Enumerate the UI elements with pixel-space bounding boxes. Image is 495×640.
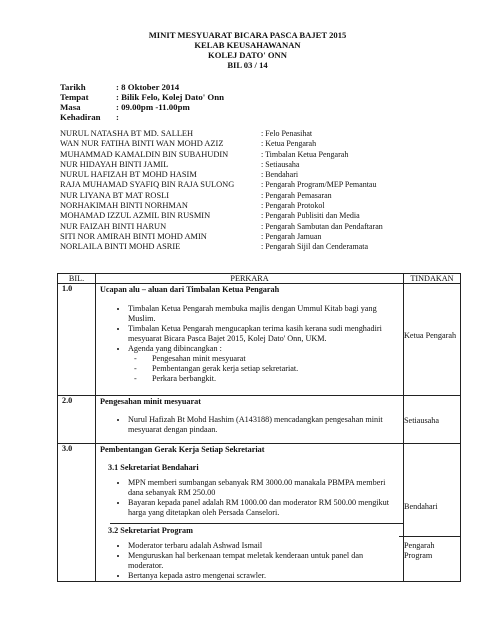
attendee-row [60, 201, 460, 211]
action-text: Setiausaha [404, 416, 440, 425]
action-text: Pengarah Program [404, 541, 435, 560]
dash-item: - Pengesahan minit mesyuarat [152, 354, 399, 364]
attendee-role: : Pengarah Protokol [261, 201, 325, 211]
bullet-list [96, 541, 403, 581]
bullet-item: • Menguruskan hal berkenaan tempat meletak kenderaan untuk panel dan moderator. [128, 551, 399, 571]
attendee-row [60, 139, 460, 149]
attendee-role: : Pengarah Publisiti dan Media [261, 211, 360, 221]
bullet-item: • Bertanya kepada astro mengenai scrawler. [128, 571, 399, 581]
attendee-name: NUR FAIZAH BINTI HARUN [60, 221, 167, 231]
bullet-item: • MPN memberi sumbangan sebanyak RM 3000.00 manakala PBMPA memberi dana sebanyak RM 250.00 [128, 478, 399, 498]
subsection-title: 3.2 Sekretariat Program [108, 526, 193, 535]
attendee-role: : Pengarah Sijil dan Cenderamata [261, 242, 369, 252]
meta-value: : [116, 112, 119, 122]
attendee-name: RAJA MUHAMAD SYAFIQ BIN RAJA SULONG [60, 180, 235, 190]
bullet-item [128, 344, 399, 384]
meta-time [60, 102, 190, 113]
header-tindakan: TINDAKAN [404, 274, 461, 284]
meta-label: Kehadiran [60, 112, 101, 122]
attendee-name: NURUL NATASHA BT MD. SALLEH [60, 129, 194, 138]
dash-item: - Pembentangan gerak kerja setiap sekretariat. [152, 364, 399, 374]
attendee-role: : Bendahari [261, 170, 299, 180]
row-number: 2.0 [58, 396, 96, 444]
table-row [58, 396, 461, 444]
bullet-list [96, 478, 403, 518]
attendee-name: SITI NOR AMIRAH BINTI MOHD AMIN [60, 231, 207, 241]
header-bil: BIL. [58, 274, 96, 284]
meta-place [60, 92, 224, 103]
meeting-number: BIL 03 / 14 [227, 60, 268, 70]
attendee-role: : Ketua Pengarah [261, 139, 317, 149]
item-title: Pengesahan minit mesyuarat [100, 397, 201, 406]
meta-value: : 09.00pm -11.00pm [116, 102, 190, 112]
bullet-item: • Timbalan Ketua Pengarah mengucapkan terima kasih kerana sudi menghadiri mesyuarat Bicara Pasca Bajet 2015, Kolej Dato' Onn, UKM. [128, 324, 399, 344]
attendee-list [60, 129, 460, 253]
bullet-item: • Bayaran kepada panel adalah RM 1000.00 dan moderator RM 500.00 mengikut harga yang ditetapkan oleh Persada Canselori. [128, 498, 399, 518]
header-perkara: PERKARA [96, 274, 404, 284]
attendee-role: : Felo Penasihat [261, 129, 313, 138]
attendee-name: WAN NUR FATIHA BINTI WAN MOHD AZIZ [60, 139, 224, 149]
row-content [96, 284, 404, 396]
meta-label: Tempat [60, 92, 89, 102]
row-content [96, 444, 404, 582]
meta-attendance [60, 112, 119, 123]
attendee-role: : Pengarah Program/MEP Pemantau [261, 180, 377, 190]
attendee-row [60, 191, 460, 201]
item-title: Ucapan alu – aluan dari Timbalan Ketua Pengarah [100, 285, 280, 294]
bullet-text: Agenda yang dibincangkan : [128, 344, 222, 353]
college-name: KOLEJ DATO' ONN [208, 50, 287, 60]
row-action [404, 444, 461, 582]
meta-label: Tarikh [60, 82, 86, 92]
attendee-name: MUHAMMAD KAMALDIN BIN SUBAHUDIN [60, 149, 229, 159]
dash-item: - Perkara berbangkit. [152, 374, 399, 384]
club-name: KELAB KEUSAHAWANAN [194, 40, 301, 50]
attendee-row [60, 170, 460, 180]
attendee-row [60, 242, 460, 252]
meta-label: Masa [60, 102, 81, 112]
attendee-name: MOHAMAD IZZUL AZMIL BIN RUSMIN [60, 211, 211, 221]
attendee-row [60, 150, 460, 160]
subsection-title: 3.1 Sekretariat Bendahari [108, 463, 199, 472]
attendee-name: NURUL HAFIZAH BT MOHD HASIM [60, 170, 197, 180]
bullet-list [96, 415, 403, 435]
attendee-role: : Timbalan Ketua Pengarah [261, 149, 349, 159]
row-action [404, 396, 461, 444]
table-row [58, 444, 461, 582]
item-title: Pembentangan Gerak Kerja Setiap Sekretariat [100, 445, 265, 454]
minutes-table [57, 273, 461, 582]
attendee-role: : Setiausaha [261, 159, 300, 169]
row-content [96, 396, 404, 444]
attendee-name: NORHAKIMAH BINTI NORHMAN [60, 201, 188, 211]
action-text: Bendahari [404, 502, 438, 511]
row-number: 1.0 [58, 284, 96, 396]
row-number: 3.0 [58, 444, 96, 582]
table-header-row [58, 274, 461, 284]
doc-title: MINIT MESYUARAT BICARA PASCA BAJET 2015 [148, 30, 347, 40]
bullet-list [96, 304, 403, 384]
attendee-name: NORLAILA BINTI MOHD ASRIE [60, 242, 181, 252]
attendee-role: : Pengarah Jamuan [261, 231, 322, 241]
attendee-role: : Pengarah Pemasaran [261, 190, 332, 200]
attendee-row [60, 232, 460, 242]
action-text: Ketua Pengarah [404, 331, 457, 340]
attendee-role: : Pengarah Sambutan dan Pendaftaran [261, 221, 383, 231]
row-action [404, 284, 461, 396]
attendee-row [60, 129, 460, 139]
attendee-row [60, 180, 460, 190]
bullet-item: • Timbalan Ketua Pengarah membuka majlis dengan Ummul Kitab bagi yang Muslim. [128, 304, 399, 324]
attendee-name: NUR HIDAYAH BINTI JAMIL [60, 159, 169, 169]
meta-date [60, 82, 179, 93]
bullet-item: • Moderator terbaru adalah Ashwad Ismail [128, 541, 399, 551]
table-row [58, 284, 461, 396]
meta-value: : Bilik Felo, Kolej Dato' Onn [116, 92, 225, 102]
meta-value: : 8 Oktober 2014 [116, 82, 180, 92]
attendee-row [60, 160, 460, 170]
attendee-name: NUR LIYANA BT MAT ROSLI [60, 190, 170, 200]
attendee-row [60, 211, 460, 221]
bullet-item: • Nurul Hafizah Bt Mohd Hashim (A143188) mencadangkan pengesahan minit mesyuarat dengan pindaan. [128, 415, 399, 435]
attendee-row [60, 222, 460, 232]
dash-list [128, 354, 399, 384]
